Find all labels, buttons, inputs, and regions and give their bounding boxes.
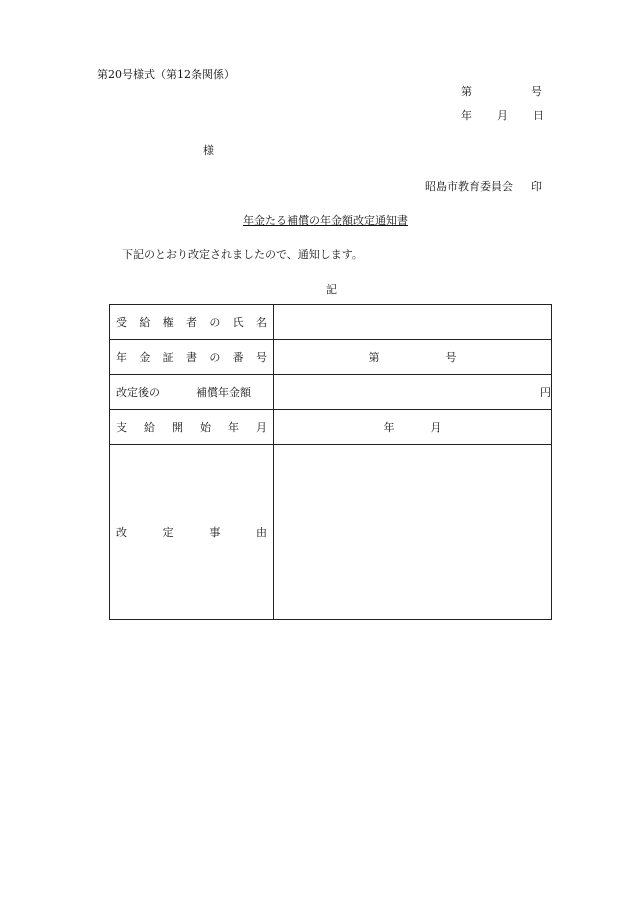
table-row — [110, 410, 552, 445]
payment-start-value: 年 月 — [274, 410, 552, 445]
recipient-name-label: 受 給 権 者 の 氏 名 — [110, 305, 274, 340]
form-number: 第20号様式（第12条関係） — [97, 68, 235, 81]
issuer-name: 昭島市教育委員会 — [425, 180, 513, 193]
table-row — [110, 340, 552, 375]
ki-heading: 記 — [326, 283, 337, 296]
certificate-number-label: 年 金 証 書 の 番 号 — [110, 340, 274, 375]
recipient-honorific: 様 — [203, 144, 214, 157]
revision-reason-label: 改 定 事 由 — [110, 445, 274, 620]
date-day: 日 — [533, 109, 544, 122]
date-year: 年 — [461, 109, 472, 122]
table-row — [110, 445, 552, 620]
table-row — [110, 305, 552, 340]
certificate-number-value: 第 号 — [274, 340, 552, 375]
recipient-name-value — [274, 305, 552, 340]
document-title: 年金たる補償の年金額改定通知書 — [243, 214, 408, 227]
table-row — [110, 375, 552, 410]
revised-amount-label: 改定後の 補償年金額 — [110, 375, 274, 410]
revision-reason-value — [274, 445, 552, 620]
seal-mark: 印 — [531, 180, 542, 193]
intro-text: 下記のとおり改定されましたので、通知します。 — [122, 248, 363, 261]
document-number-prefix: 第 — [461, 85, 472, 98]
document-number-suffix: 号 — [531, 85, 542, 98]
payment-start-label: 支 給 開 始 年 月 — [110, 410, 274, 445]
date-month: 月 — [497, 109, 508, 122]
notice-table — [109, 304, 552, 620]
revised-amount-value: 円 — [274, 375, 552, 410]
